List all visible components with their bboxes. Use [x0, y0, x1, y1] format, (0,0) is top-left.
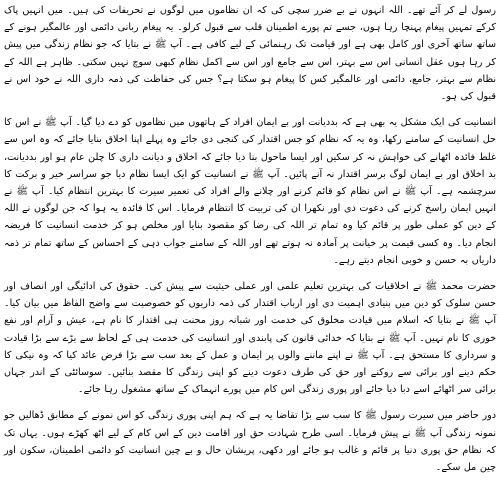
paragraph-3: حضرت محمد ﷺ نے اخلاقیات کی بہترین تعلیم علمی اور عملی حیثیت سے پیش کی۔ حقوق کی ادائیگی اور انصاف اور حسن سلوک کو دین میں بنیادی اہمیت دی اور ارباب اقتدار کی ذمہ داریوں کو خصوصیت سے واضح الفاظ میں بیان کیا۔ آپ ﷺ نے بتایا کہ اسلام میں قیادت مخلوق کی خدمت اور شبانہ روز محنت ہی اقتدار کا نام ہے، عیش و آرام اور نفع خوری کا نام نہیں۔ آپ ﷺ نے بتایا کہ خدائی قانون کی پابندی اور انسانیت کی خدمت ہی کے لحاظ سے بڑے سے بڑا قیادت و سرداری کا مستحق ہے۔ آپ ﷺ نے اپنے ماننے والوں پر ایمان و عمل کے بعد سب سے بڑا فرض عائد کیا کہ وہ نیکی کا حکم دینے اور برائی سے روکنے اور حق کی طرف دعوت دینے کو اپنی زندگی کا مقصد بنائیں۔ سوسائٹی کے اندر جہاں برائی سر اٹھائے اسے دبا دیا جائے اور پوری زندگی اس کام میں پورے انہماک کے ساتھ مشغول رہا جائے۔	[4, 281, 496, 396]
paragraph-2: انسانیت کی ایک مشکل یہ بھی ہے کہ بددیانت اور بے ایمان افراد کے ہاتھوں میں نظاموں کو دے دیا گیا۔ آپ ﷺ نے اس کا حل انسانیت کے سامنے رکھا، وہ یہ کہ نظام کو جس اقتدار کی کنجی دی جائے وہ پہلے اپنا اخلاق بنایا جائے کہ وہ اس سے غلط فائدہ اٹھانے کی خواہش نہ کر سکیں اور ایسا ماحول بنا دیا جائے کہ اخلاق و دیانت داری کا چلن عام ہو اور بددیانت، بد اخلاق اور بے ایمان لوگ برسر اقتدار نہ آنے پائیں۔ آپ ﷺ نے انسانیت کو ایک ایسا نظام دیا جو سراسر خیر و برکت کا سرچشمہ ہے۔ آپ ﷺ نے اس نظام کو قائم کرنے اور چلانے والے افراد کی تعمیر سیرت کا بہترین انتظام کیا۔ آپ ﷺ نے انہیں ایمان راسخ کرنے کی دعوت دی اور نکھرا ان کی تربیت کا انتظام فرمایا۔ اس کا فائدہ یہ ہوا کہ جن لوگوں نے اللہ کے دین کو عملی طور پر قائم کیا وہ تمام تر اللہ کی رضا کو مقصود بنایا اور مخلص ہو کر خدمت انسانیت کا فریضہ انجام دیا۔ وہ کسی قیمت پر خیانت پر آمادہ نہ ہوتے تھے اور اللہ کے سامنے جواب دہی کے احساس کے ساتھ تمام تر ذمہ داریاں بہ حسن و خوبی انجام دیتے رہے۔	[4, 117, 496, 266]
paragraph-spacer	[4, 269, 496, 278]
paragraph-spacer	[4, 105, 496, 114]
paragraph-spacer	[4, 398, 496, 407]
paragraph-1: رسول لے کر آئے تھے۔ اللہ انہوں نے بے ضرر سچی کی کہ ان نظاموں میں لوگوں نے تحریفات کی ہیں۔ میں انہیں پاک کرکے تمہیں پیغام پہنچا رہا ہوں، جسے تم پورے اطمینان قلب سے قبول کرلو۔ یہ پیغام ربانی دائمی اور عالمگیر ہونے کے ساتھ ساتھ آخری اور کامل بھی ہے اور قیامت تک رہنمائی کے لیے کافی ہے۔ آپ ﷺ نے بتایا کہ جو نظام زندگی میں پیش کر رہا ہوں عقل انسانی اس سے بہتر، اس سے جامع اور اس سے اکمل نظام کبھی سوچ نہیں سکتی۔ ظاہر ہے اللہ کے نظام سے بہتر، جامع، دائمی اور عالمگیر کس کا پیغام ہو سکتا ہے؟ جس کی حفاظت کی ذمہ داری اللہ نے خود اس نے قبول کی ہو۔	[4, 5, 496, 103]
paragraph-4: دور حاضر میں سیرت رسول ﷺ کا سب سے بڑا تقاضا یہ ہے کہ ہم اپنی پوری زندگی کو اس نمونے کے مطابق ڈھالیں جو نمونہ زندگی آپ ﷺ نے پیش فرمایا۔ اسی طرح شہادت حق اور اقامت دین کے اس کام کے لیے اٹھ کھڑے ہوں۔ یہاں تک کہ نظام حق پوری دنیا پر قائم و غالب ہو جائے اور دکھی، پریشان حال و بے چین انسانیت کو دائمی اطمینان، سکون اور چین مل سکے۔	[4, 410, 496, 474]
